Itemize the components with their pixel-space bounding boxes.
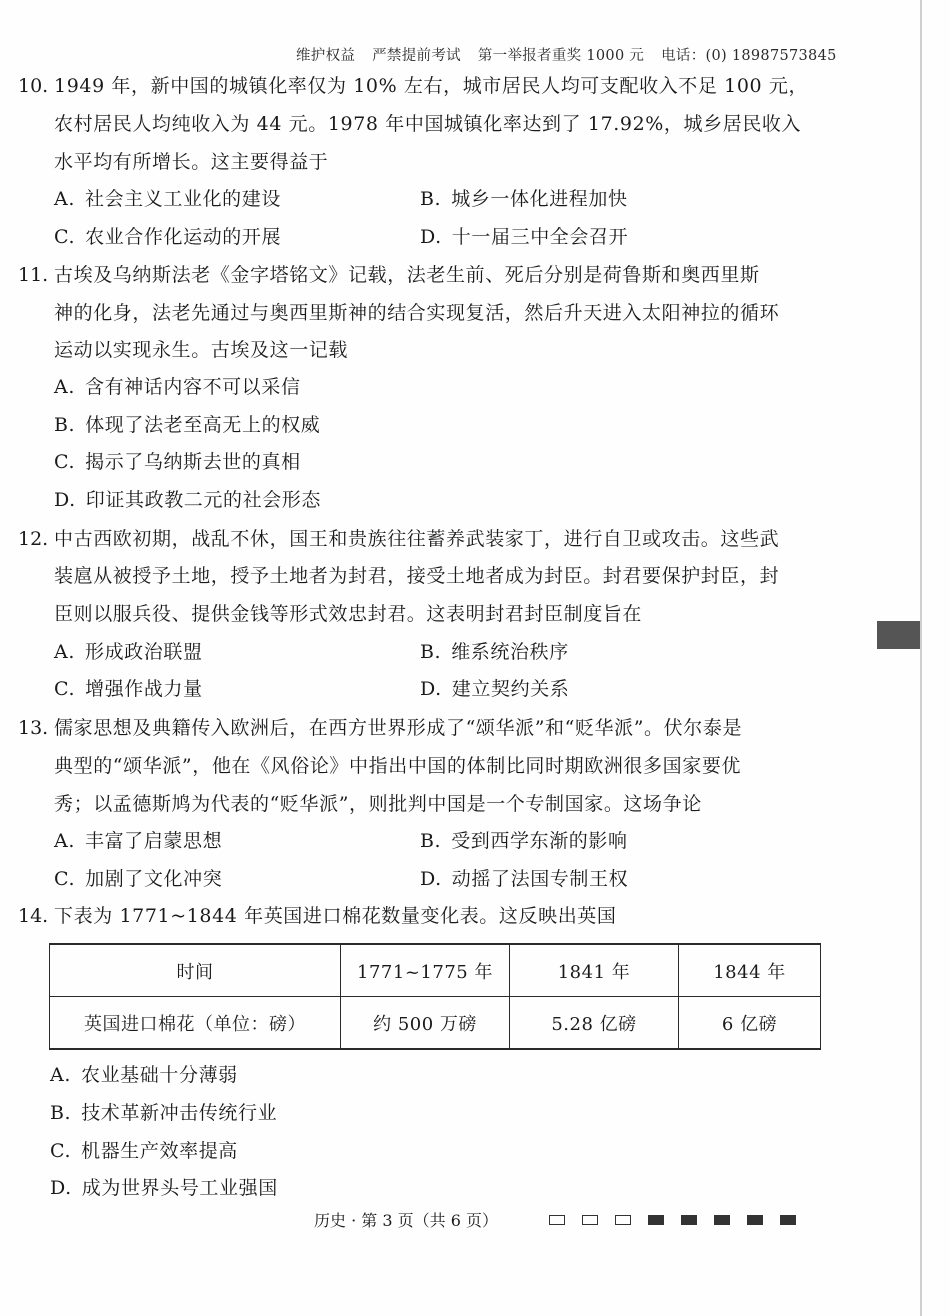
table-cell: 5.28 亿磅	[510, 997, 679, 1050]
page-header	[296, 44, 849, 65]
option-b	[420, 633, 569, 671]
question-text: 装扈从被授予土地，授予土地者为封君，接受土地者成为封臣。封君要保护封臣，封	[54, 565, 780, 587]
page-mark-empty	[549, 1215, 565, 1225]
option-c	[54, 443, 301, 481]
question-text: 水平均有所增长。这主要得益于	[54, 151, 329, 173]
option-label: D.	[54, 489, 76, 511]
page-footer: 历史 · 第 3 页（共 6 页）	[314, 1211, 498, 1230]
option-d	[50, 1169, 278, 1207]
page-mark-filled	[681, 1215, 697, 1225]
option-text: 揭示了乌纳斯去世的真相	[85, 451, 301, 473]
option-label: C.	[54, 226, 76, 248]
option-a	[54, 180, 281, 218]
table-cell: 6 亿磅	[679, 997, 821, 1050]
option-a	[54, 368, 301, 406]
option-label: C.	[50, 1140, 72, 1162]
option-text: 维系统治秩序	[451, 641, 569, 663]
table-header-cell: 1844 年	[679, 944, 821, 997]
option-text: 体现了法老至高无上的权威	[85, 414, 321, 436]
option-c	[54, 860, 222, 898]
header-item: 第一举报者重奖 1000 元	[477, 48, 645, 64]
header-item: 电话：(0) 18987573845	[661, 48, 837, 64]
option-c	[54, 670, 203, 708]
option-label: B.	[420, 641, 442, 663]
option-b	[50, 1094, 277, 1132]
page-edge-rule	[920, 0, 922, 1316]
header-item: 严禁提前考试	[372, 48, 461, 64]
page-mark-empty	[615, 1215, 631, 1225]
option-text: 农业基础十分薄弱	[80, 1064, 238, 1086]
option-text: 形成政治联盟	[84, 641, 203, 663]
page-marks	[549, 1215, 796, 1229]
option-label: D.	[50, 1177, 72, 1199]
option-text: 含有神话内容不可以采信	[84, 376, 301, 398]
table-header-cell: 1771~1775 年	[341, 944, 510, 997]
question-text: 中古西欧初期，战乱不休，国王和贵族往往蓄养武装家丁，进行自卫或攻击。这些武	[54, 528, 780, 550]
option-a	[50, 1056, 238, 1094]
header-item: 维护权益	[296, 48, 356, 64]
question-number: 13.	[18, 717, 49, 739]
question-text: 秀；以孟德斯鸠为代表的“贬华派”，则批判中国是一个专制国家。这场争论	[54, 793, 702, 815]
cotton-import-table	[49, 943, 821, 1050]
option-c	[50, 1132, 238, 1170]
question-text: 典型的“颂华派”，他在《风俗论》中指出中国的体制比同时期欧洲很多国家要优	[54, 755, 742, 777]
option-b	[420, 180, 628, 218]
option-a	[54, 633, 203, 671]
option-label: B.	[420, 830, 442, 852]
option-text: 受到西学东渐的影响	[451, 830, 628, 852]
option-text: 印证其政教二元的社会形态	[85, 489, 321, 511]
option-b	[54, 406, 320, 444]
option-b	[420, 822, 628, 860]
page-mark-filled	[747, 1215, 763, 1225]
option-label: A.	[50, 1064, 71, 1086]
option-text: 动摇了法国专制王权	[451, 868, 629, 890]
option-c	[54, 218, 281, 256]
question-text: 农村居民人均纯收入为 44 元。1978 年中国城镇化率达到了 17.92%，城乡居民收入	[54, 113, 802, 135]
option-label: B.	[54, 414, 76, 436]
option-text: 成为世界头号工业强国	[81, 1177, 278, 1199]
question-text: 神的化身，法老先通过与奥西里斯神的结合实现复活，然后升天进入太阳神拉的循环	[54, 302, 780, 324]
option-label: A.	[54, 641, 75, 663]
option-label: A.	[54, 188, 75, 210]
option-label: B.	[420, 188, 442, 210]
table-header-row	[50, 944, 821, 997]
question-text: 儒家思想及典籍传入欧洲后，在西方世界形成了“颂华派”和“贬华派”。伏尔泰是	[54, 717, 743, 739]
question-number: 11.	[18, 264, 49, 286]
option-text: 社会主义工业化的建设	[84, 188, 281, 210]
option-label: C.	[54, 868, 76, 890]
page-mark-filled	[780, 1215, 796, 1225]
option-label: A.	[54, 830, 75, 852]
option-text: 技术革新冲击传统行业	[81, 1102, 278, 1124]
question-text: 古埃及乌纳斯法老《金字塔铭文》记载，法老生前、死后分别是荷鲁斯和奥西里斯	[54, 264, 760, 286]
option-label: A.	[54, 376, 75, 398]
option-label: D.	[420, 678, 442, 700]
question-number: 10.	[18, 75, 49, 97]
option-text: 机器生产效率提高	[81, 1140, 238, 1162]
option-text: 城乡一体化进程加快	[451, 188, 628, 210]
question-text: 下表为 1771~1844 年英国进口棉花数量变化表。这反映出英国	[54, 905, 617, 927]
option-label: D.	[420, 868, 442, 890]
option-text: 十一届三中全会召开	[451, 226, 629, 248]
option-d	[420, 860, 628, 898]
page-mark-filled	[648, 1215, 664, 1225]
option-d	[54, 481, 321, 519]
question-text: 1949 年，新中国的城镇化率仅为 10% 左右，城市居民人均可支配收入不足 100 元，	[54, 75, 809, 97]
option-text: 丰富了启蒙思想	[84, 830, 223, 852]
table-cell: 英国进口棉花（单位：磅）	[50, 997, 341, 1050]
question-number: 12.	[18, 528, 49, 550]
question-number: 14.	[18, 905, 49, 927]
question-text: 运动以实现永生。古埃及这一记载	[54, 339, 349, 361]
option-text: 增强作战力量	[85, 678, 203, 700]
side-marker-tab	[877, 621, 920, 649]
option-d	[420, 218, 628, 256]
page-mark-filled	[714, 1215, 730, 1225]
option-label: B.	[50, 1102, 72, 1124]
table-header-cell: 时间	[50, 944, 341, 997]
option-a	[54, 822, 222, 860]
option-text: 建立契约关系	[451, 678, 570, 700]
option-text: 加剧了文化冲突	[85, 868, 223, 890]
option-label: C.	[54, 451, 76, 473]
option-text: 农业合作化运动的开展	[85, 226, 282, 248]
option-d	[420, 670, 569, 708]
option-label: C.	[54, 678, 76, 700]
option-label: D.	[420, 226, 442, 248]
table-cell: 约 500 万磅	[341, 997, 510, 1050]
table-row	[50, 997, 821, 1050]
page-mark-empty	[582, 1215, 598, 1225]
question-text: 臣则以服兵役、提供金钱等形式效忠封君。这表明封君封臣制度旨在	[54, 603, 643, 625]
table-header-cell: 1841 年	[510, 944, 679, 997]
